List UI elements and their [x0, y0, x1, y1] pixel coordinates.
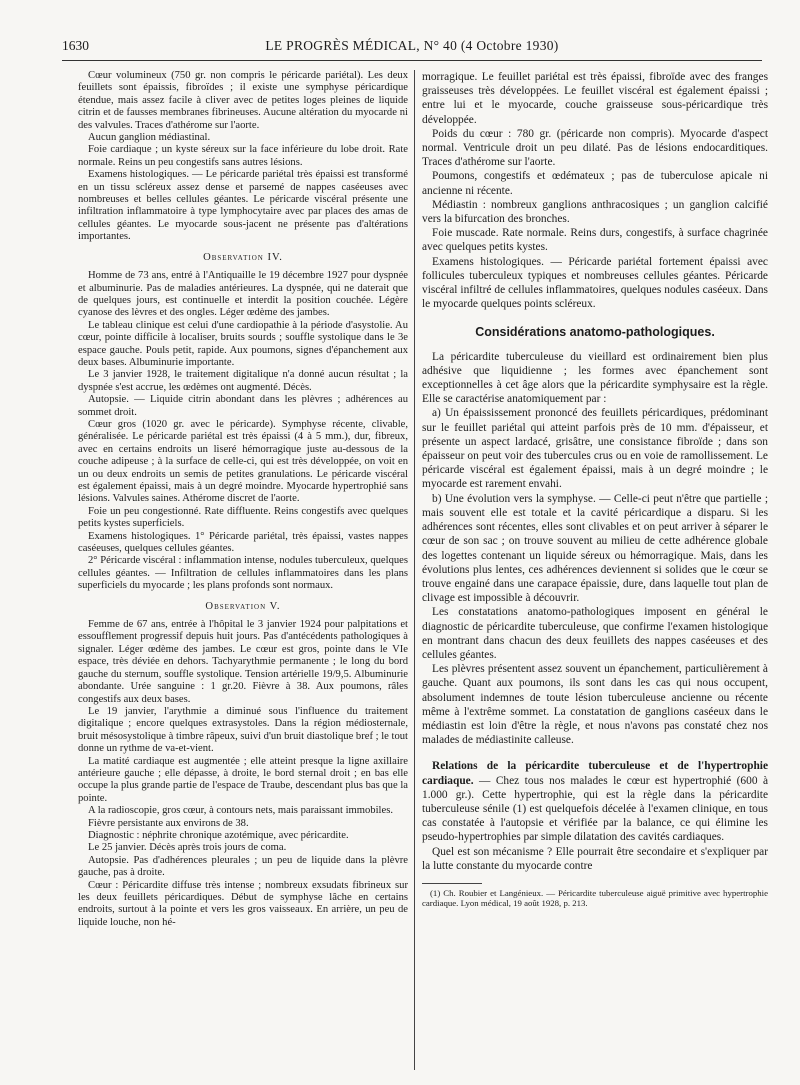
paragraph: Diagnostic : néphrite chronique azotémique, avec péricardite. [88, 829, 349, 841]
paragraph: Examens histologiques. 1° Péricarde pariétal, très épaissi, vastes nappes caséeuses, quelques cellules géantes. [78, 530, 408, 555]
paragraph: Cœur : Péricardite diffuse très intense ; nombreux exsudats fibrineux sur les deux feuillets péricardiques. Début de symphyse lâche en certains endroits, surtout à la pointe et vers les gros vaisseaux. En arrière, un peu de liquide louche, non hé- [78, 879, 408, 928]
paragraph: Foie muscade. Rate normale. Reins durs, congestifs, à surface chagrinée avec quelques petits kystes. [422, 227, 768, 254]
paragraph: morragique. Le feuillet pariétal est très épaissi, fibroïde avec des franges graisseuses très développées. Le feuillet viscéral est également épaissi ; entre lui et le myocarde, couche graisseuse sous-péricardique très développée. [422, 71, 768, 126]
paragraph: Examens histologiques. — Péricarde pariétal fortement épaissi avec follicules tuberculeux typiques et nombreuses cellules géantes. Péricarde viscéral infiltré de cellules inflammatoires, quelques nodules caséeux. Dans le myocarde quelques points scléreux. [422, 255, 768, 311]
paragraph: La matité cardiaque est augmentée ; elle atteint presque la ligne axillaire antérieure gauche ; elle dépasse, à droite, le bord sternal droit ; en bas elle occupe la plus grande partie de l'espace de Traube, descendant plus bas que la pointe. [78, 755, 408, 804]
paragraph: Les constatations anatomo-pathologiques imposent en général le diagnostic de péricardite tuberculeuse, que confirme l'examen histologique en montrant dans chacun des deux feuillets des nappes caséeuses et des cellules géantes. [422, 606, 768, 661]
paragraph: Examens histologiques. — Le péricarde pariétal très épaissi est transformé en un tissu scléreux assez dense et parsemé de nappes caséeuses avec nombreuses et belles cellules géantes. Le péricarde viscéral présente une infiltration inflammatoire à type lymphocytaire avec par places des amas de cellules géantes. Le myocarde sous-jacent ne présente pas d'altérations importantes. [78, 169, 408, 243]
paragraph: Quel est son mécanisme ? Elle pourrait être secondaire et s'expliquer par la lutte constante du myocarde contre [422, 845, 768, 872]
paragraph: a) Un épaississement prononcé des feuillets péricardiques, prédominant sur le feuillet pariétal qui atteint parfois près de 10 mm. d'épaisseur, et présente un aspect lardacé, grisâtre, une consistance fibroïde ; dans son épaisseur on peut voir des tubercules crus ou en voie de ramollissement. Le péricarde viscéral est également épaissi, mais à un degré moindre ; le myocarde est rarement envahi. [422, 407, 768, 491]
paragraph: Le 3 janvier 1928, le traitement digitalique n'a donné aucun résultat ; la dyspnée s'est accrue, les œdèmes ont augmenté. Décès. [78, 369, 408, 393]
page-header [62, 38, 762, 61]
paragraph: Aucun ganglion médiastinal. [88, 132, 211, 144]
paragraph: La péricardite tuberculeuse du vieillard est ordinairement bien plus adhésive que liquidienne ; les formes avec épanchement sont exceptionnelles à cet âge alors que la péricardite symphysaire est la règle. Elle se caractérise anatomiquement par : [422, 350, 768, 406]
observation-heading: Observation V. [205, 600, 281, 612]
left-column [78, 70, 408, 1070]
subsection-title: Relations de la péricardite tuberculeuse et de l'hypertrophie cardiaque. [422, 760, 768, 787]
running-title: LE PROGRÈS MÉDICAL, N° 40 (4 Octobre 1930) [265, 38, 559, 53]
paragraph: Cœur gros (1020 gr. avec le péricarde). Symphyse récente, clivable, généralisée. Le péricarde pariétal est très épaissi (4 à 5 mm.), dur, fibreux, avec en certains endroits un liseré hémorragique juste au-dessous de la couche adipeuse ; à la surface de celle-ci, qui est très développée, on voit en un ou deux endroits un semis de petites granulations. Le péricarde viscéral est également épaissi, mais à un degré moindre. Myocarde hypertrophié sans lésions. Valvules saines. Athérome discret de l'aorte. [78, 418, 408, 505]
paragraph: Autopsie. Pas d'adhérences pleurales ; un peu de liquide dans la plèvre gauche, pas à droite. [78, 854, 408, 879]
footnote: (1) Ch. Roubier et Langénieux. — Péricardite tuberculeuse aiguë primitive avec hypertrophie cardiaque. Lyon médical, 19 août 1928, p. 213. [422, 887, 768, 909]
paragraph: Poumons, congestifs et œdémateux ; pas de tuberculose apicale ni ancienne ni récente. [422, 170, 768, 197]
paragraph: Foie cardiaque ; un kyste séreux sur la face inférieure du lobe droit. Rate normale. Reins un peu congestifs sans autres lésions. [78, 144, 408, 168]
page-number: 1630 [62, 38, 89, 53]
paragraph: Les plèvres présentent assez souvent un épanchement, particulièrement à gauche. Quant aux poumons, ils sont dans les cas qui nous occupent, absolument indemnes de toute lésion tuberculeuse ancienne ou récente même à l'extrême sommet. La constatation de ganglions caséeux dans le médiastin est loin d'être la règle, et nous n'avons pas constaté chez nos malades de médiastinite calleuse. [422, 663, 768, 747]
paragraph-text: — Chez tous nos malades le cœur est hypertrophié (600 à 1.000 gr.). Cette hypertrophie, qui est la règle dans la péricardite tuberculeuse sénile (1) est quelquefois décelée à l'examen clinique, en tous cas constatée à l'autopsie et vérifiée par la balance, ce qui élimine les pseudo-hypertrophies par simple dilatation des cavités cardiaques. [422, 774, 768, 844]
paragraph: Médiastin : nombreux ganglions anthracosiques ; un ganglion calcifié vers la bifurcation des bronches. [422, 198, 768, 226]
footnote-rule [422, 883, 482, 884]
paragraph: b) Une évolution vers la symphyse. — Celle-ci peut n'être que partielle ; mais souvent elle est totale et la cavité péricardique a disparu. Si les adhérences sont récentes, elles sont clivables et on peut arriver à séparer le cœur de son sac ; on trouve souvent au milieu de cette adhérence globale des logettes contenant un liquide séreux ou hémorragique. Mais, dans les évolutions plus lentes, ces adhérences deviennent si solides que le cœur se trouve engainé dans une carapace épaissie, dure, dans laquelle tout plan de clivage est impossible à découvrir. [422, 492, 768, 605]
paragraph: Le 19 janvier, l'arythmie a diminué sous l'influence du traitement digitalique ; encore quelques extrasystoles. Dans la région médiosternale, bruit mésosystolique à timbre râpeux, suivi d'un bruit diastolique bref ; le tout donne un rythme de va-et-vient. [78, 705, 408, 755]
paragraph: Poids du cœur : 780 gr. (péricarde non compris). Myocarde d'aspect normal. Ventricule droit un peu dilaté. Pas de lésions endocarditiques. Traces d'athérome sur l'aorte. [422, 127, 768, 169]
paragraph: Foie un peu congestionné. Rate diffluente. Reins congestifs avec quelques petits kystes superficiels. [78, 505, 408, 530]
paragraph: Le tableau clinique est celui d'une cardiopathie à la période d'asystolie. Au cœur, pointe difficile à localiser, bruits sourds ; souffle systolique dans le 3e espace gauche. Pouls petit, rapide. Aux poumons, signes d'épanchement aux deux bases. Albuminurie importante. [78, 319, 408, 368]
paragraph [422, 759, 768, 844]
paragraph: Cœur volumineux (750 gr. non compris le péricarde pariétal). Les deux feuillets sont épaissis, fibroïdes ; il existe une symphyse péricardique étendue, mais assez facile à cliver avec de petites loges pleines de liquide citrin et de fausses membranes fibrineuses. Aucune altération du myocarde ni des valvules. Traces d'athérome sur l'aorte. [78, 70, 408, 131]
section-title: Considérations anatomo-pathologiques. [475, 325, 715, 340]
paragraph: Autopsie. — Liquide citrin abondant dans les plèvres ; adhérences au sommet droit. [78, 394, 408, 418]
observation-heading: Observation IV. [203, 251, 283, 263]
paragraph: Le 25 janvier. Décès après trois jours de coma. [88, 842, 287, 854]
paragraph: Fièvre persistante aux environs de 38. [88, 817, 249, 829]
paragraph: Femme de 67 ans, entrée à l'hôpital le 3 janvier 1924 pour palpitations et essoufflement progressif depuis huit jours. Pas d'antécédents pathologiques à signaler. Léger œdème des jambes. Le cœur est gros, pointe dans le VIe espace, très déviée en dehors. Tachyarythmie permanente ; le long du bord gauche du sternum, souffle systolique. Tension artérielle 19/9,5. Albuminurie abondante. Urée sanguine : 1 gr.20. Fièvre à 38. Aux poumons, râles congestifs aux deux bases. [78, 619, 408, 705]
paragraph: 2° Péricarde viscéral : inflammation intense, nodules tuberculeux, quelques cellules géantes. — Infiltration de cellules inflammatoires dans les plans superficiels du myocarde ; les plans profonds sont normaux. [78, 555, 408, 592]
right-column [422, 70, 768, 1070]
paragraph: A la radioscopie, gros cœur, à contours nets, mais paraissant immobiles. [88, 805, 393, 817]
column-divider [414, 70, 415, 1070]
paragraph: Homme de 73 ans, entré à l'Antiquaille le 19 décembre 1927 pour dyspnée et albuminurie. Pas de maladies antérieures. La dyspnée, qui ne daterait que de quelques jours, est continuelle et interdit la position couchée. Légère cyanose des lèvres et des ongles. Léger œdème des jambes. [78, 270, 408, 319]
